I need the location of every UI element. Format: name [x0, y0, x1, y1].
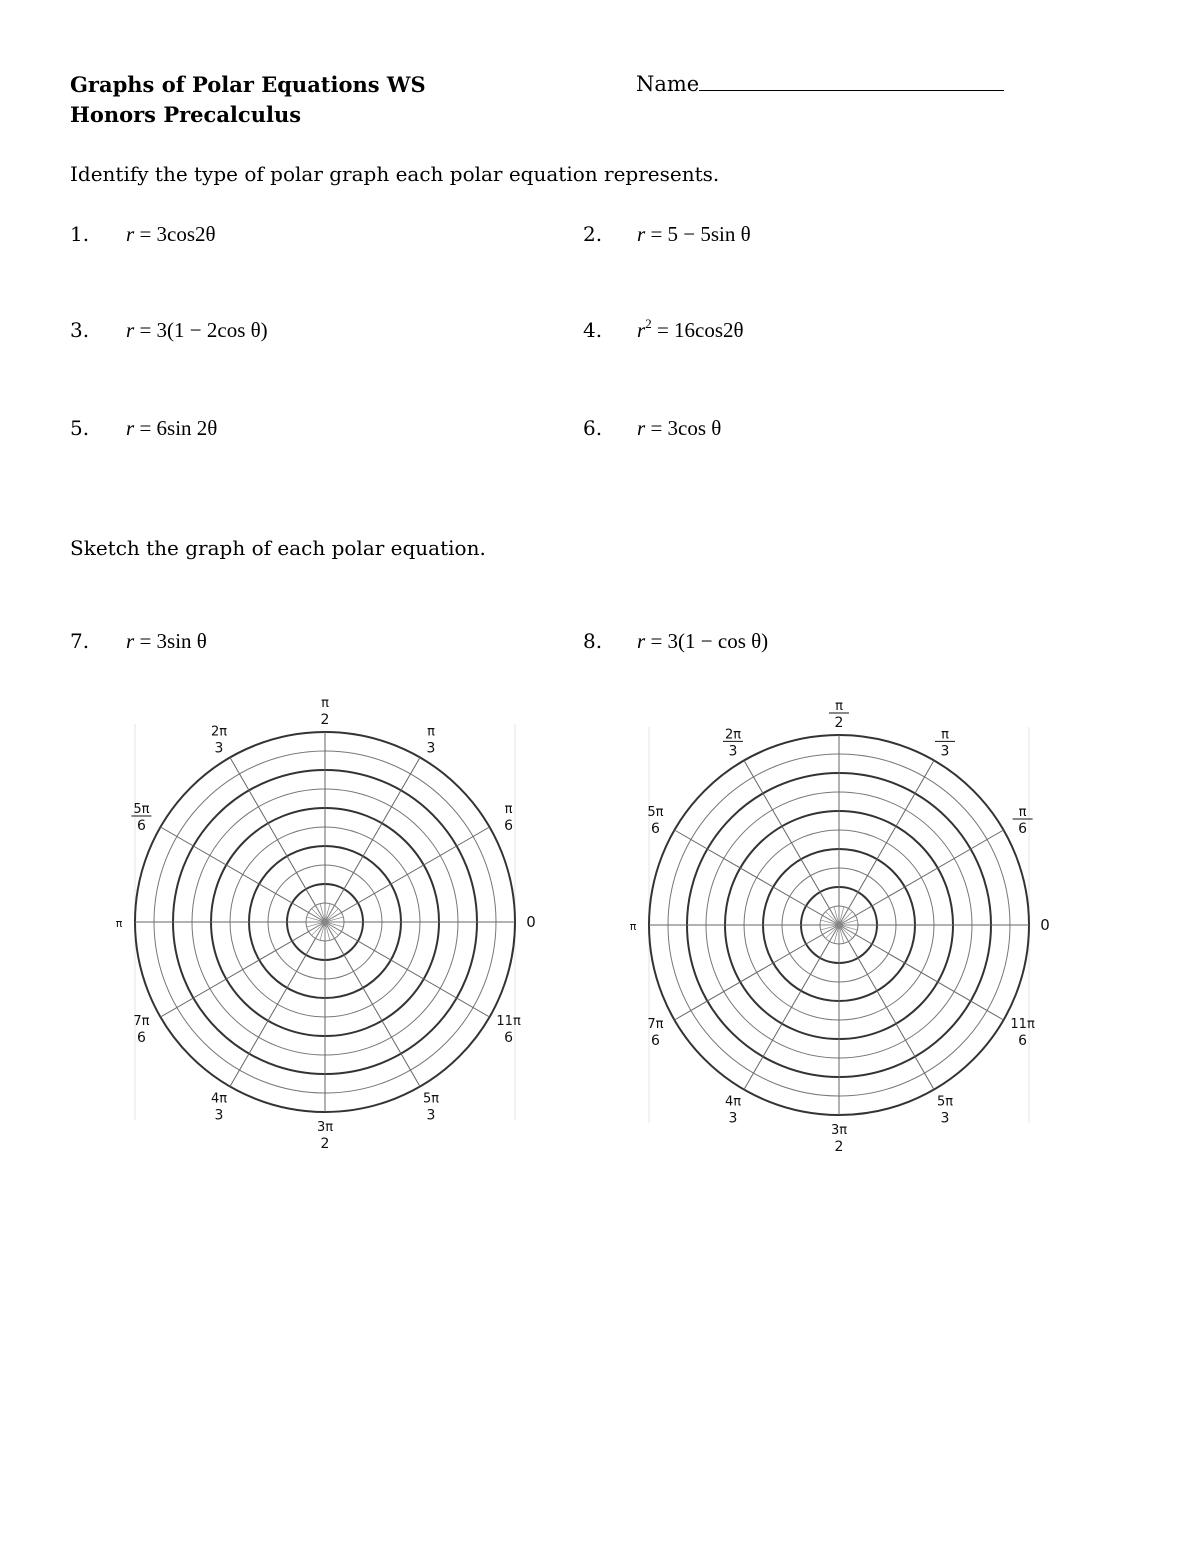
- problem-3: [70, 318, 268, 342]
- name-blank-line[interactable]: [699, 76, 1004, 91]
- angle-label: [829, 699, 849, 731]
- angle-label-denominator: 2: [834, 715, 844, 731]
- problem-number: 6.: [583, 416, 603, 440]
- grid-spoke: [839, 925, 1004, 1020]
- problem-number: 8.: [583, 629, 603, 653]
- angle-label: [723, 727, 743, 759]
- angle-label: [321, 696, 330, 728]
- angle-label: [427, 724, 436, 756]
- worksheet-title: Graphs of Polar Equations WS: [70, 72, 426, 97]
- grid-spoke: [839, 760, 934, 925]
- angle-label-denominator: 6: [650, 821, 660, 837]
- angle-label-denominator: 6: [504, 818, 514, 834]
- grid-spoke: [230, 922, 325, 1087]
- angle-label: [211, 1092, 227, 1124]
- grid-spoke: [160, 922, 325, 1017]
- angle-label: [423, 1092, 439, 1124]
- angle-label-denominator: 3: [728, 743, 738, 760]
- angle-label-numerator: 4π: [210, 1091, 228, 1107]
- grid-spoke: [744, 760, 839, 925]
- equation: r = 3(1 − 2cos θ): [126, 318, 268, 342]
- angle-label-numerator: 3π: [316, 1120, 334, 1135]
- angle-label: [831, 1123, 847, 1155]
- angle-label: [211, 724, 227, 756]
- angle-label: [526, 913, 536, 931]
- angle-label-numerator: π: [941, 727, 949, 743]
- angle-label: [131, 802, 151, 834]
- angle-label-denominator: 3: [426, 740, 436, 757]
- angle-label-numerator: 11π: [1010, 1017, 1035, 1032]
- angle-label-numerator: π: [427, 724, 435, 740]
- problem-6: [583, 416, 722, 440]
- angle-label-text: π: [115, 917, 123, 930]
- problem-5: [70, 416, 218, 440]
- angle-label-denominator: 2: [320, 712, 330, 728]
- angle-label: [647, 1017, 663, 1049]
- angle-label: [935, 727, 955, 759]
- angle-label-denominator: 3: [728, 1110, 738, 1127]
- angle-label-denominator: 6: [650, 1033, 660, 1049]
- angle-label: [1010, 1017, 1035, 1049]
- angle-label: [317, 1120, 333, 1152]
- angle-label-numerator: 5π: [647, 805, 664, 820]
- problem-number: 7.: [70, 629, 90, 653]
- angle-label: [937, 1095, 953, 1127]
- angle-label-text: π: [629, 920, 637, 933]
- equation: $r^2 = 16\cos 2\theta$: [637, 316, 744, 342]
- angle-label-numerator: π: [835, 699, 843, 714]
- angle-label-numerator: 3π: [830, 1123, 848, 1138]
- angle-label-denominator: 2: [834, 1139, 844, 1155]
- grid-spoke: [325, 922, 420, 1087]
- angle-label: [504, 802, 513, 834]
- angle-label-numerator: π: [321, 696, 329, 711]
- problem-8: [583, 629, 769, 653]
- angle-label-text: 0: [526, 913, 536, 931]
- grid-spoke: [160, 827, 325, 922]
- problem-7: [70, 629, 207, 653]
- angle-label-denominator: 3: [214, 740, 224, 757]
- grid-spoke: [230, 757, 325, 922]
- course-name: Honors Precalculus: [70, 102, 302, 127]
- angle-label: [1013, 805, 1033, 837]
- equation: r = 3(1 − cos θ): [637, 629, 769, 653]
- angle-label-denominator: 3: [940, 1110, 950, 1127]
- angle-label: [496, 1014, 521, 1046]
- problem-1: [70, 222, 216, 246]
- angle-label-denominator: 3: [214, 1107, 224, 1124]
- angle-label-denominator: 6: [1018, 1033, 1028, 1049]
- grid-spoke: [325, 827, 490, 922]
- angle-label-numerator: 2π: [724, 727, 742, 743]
- angle-label-denominator: 6: [136, 1030, 146, 1046]
- identify-instruction: Identify the type of polar graph each polar equation represents.: [70, 162, 720, 186]
- name-field[interactable]: [636, 72, 1004, 96]
- problem-number: 5.: [70, 416, 90, 440]
- angle-label-numerator: 2π: [210, 724, 228, 740]
- grid-spoke: [839, 830, 1004, 925]
- angle-label-numerator: 5π: [422, 1091, 440, 1107]
- angle-label: [1040, 916, 1050, 934]
- angle-label-denominator: 6: [136, 818, 146, 834]
- angle-label-numerator: 7π: [133, 1014, 150, 1029]
- problem-number: 1.: [70, 222, 90, 246]
- angle-label-numerator: 11π: [496, 1014, 521, 1029]
- angle-label: [630, 920, 637, 933]
- name-label: Name: [636, 72, 700, 96]
- problem-number: 2.: [583, 222, 603, 246]
- grid-spoke: [674, 830, 839, 925]
- equation: r = 3cos θ: [637, 416, 722, 440]
- grid-spoke: [325, 922, 490, 1017]
- equation: r = 5 − 5sin θ: [637, 222, 751, 246]
- polar-grid-problem-8[interactable]: [619, 685, 1064, 1165]
- angle-label-numerator: 4π: [724, 1094, 742, 1110]
- angle-label-numerator: π: [1018, 805, 1027, 820]
- problem-4: [583, 316, 744, 342]
- sketch-instruction: Sketch the graph of each polar equation.: [70, 536, 486, 560]
- angle-label-denominator: 6: [504, 1030, 514, 1046]
- angle-label: [116, 917, 123, 930]
- angle-label-denominator: 6: [1018, 821, 1028, 837]
- angle-label: [647, 805, 663, 837]
- grid-spoke: [744, 925, 839, 1090]
- angle-label: [725, 1095, 741, 1127]
- angle-label-denominator: 2: [320, 1136, 330, 1152]
- problem-2: [583, 222, 751, 246]
- equation: r = 3sin θ: [126, 629, 207, 653]
- angle-label-text: 0: [1040, 916, 1050, 934]
- angle-label: [133, 1014, 149, 1046]
- angle-label-numerator: 7π: [647, 1017, 664, 1032]
- polar-grid-problem-7[interactable]: [105, 685, 550, 1165]
- equation: r = 6sin 2θ: [126, 416, 218, 440]
- angle-label-denominator: 3: [426, 1107, 436, 1124]
- angle-label-numerator: π: [504, 802, 513, 817]
- problem-number: 3.: [70, 318, 90, 342]
- grid-spoke: [325, 757, 420, 922]
- equation: r = 3cos2θ: [126, 222, 216, 246]
- grid-spoke: [674, 925, 839, 1020]
- angle-label-numerator: 5π: [936, 1094, 954, 1110]
- grid-spoke: [839, 925, 934, 1090]
- angle-label-denominator: 3: [940, 743, 950, 760]
- problem-number: 4.: [583, 318, 603, 342]
- angle-label-numerator: 5π: [133, 802, 150, 817]
